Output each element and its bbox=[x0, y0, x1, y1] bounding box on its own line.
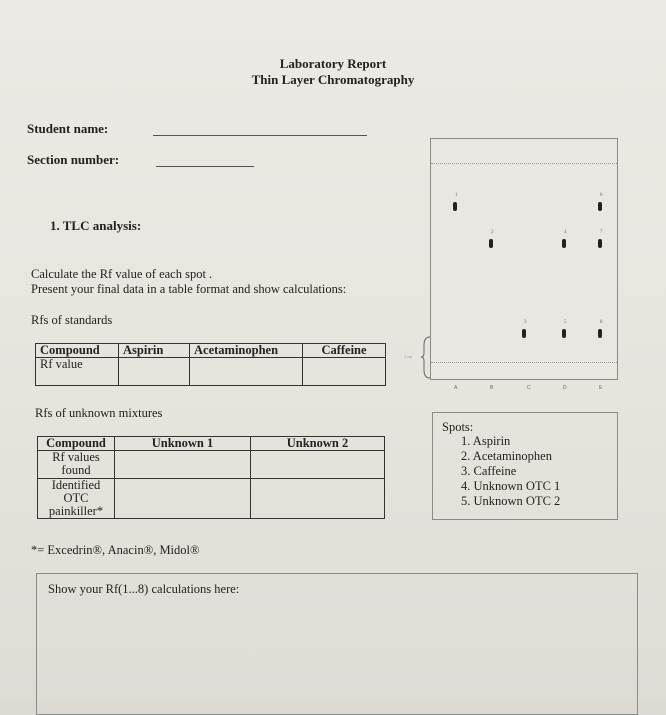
spots-item-2: 2. Acetaminophen bbox=[461, 449, 552, 463]
tlc-spot bbox=[489, 239, 493, 248]
unknown-header-1: Unknown 1 bbox=[115, 437, 251, 451]
instruction-line-1: Calculate the Rf value of each spot . bbox=[31, 267, 213, 281]
spots-item-3: 3. Caffeine bbox=[461, 464, 517, 478]
spot-number: 7 bbox=[600, 230, 603, 235]
unknown1-otc-cell[interactable] bbox=[115, 479, 251, 519]
standards-header-acetaminophen: Acetaminophen bbox=[190, 344, 303, 358]
tlc-spot bbox=[453, 202, 457, 211]
tlc-spot bbox=[598, 239, 602, 248]
unknown-otc-label: Identified OTC painkiller* bbox=[38, 479, 115, 519]
origin-line bbox=[431, 362, 617, 363]
tlc-spot bbox=[598, 202, 602, 211]
report-subtitle: Thin Layer Chromatography bbox=[251, 72, 415, 87]
section-number-label: Section number: bbox=[27, 152, 120, 167]
spots-legend bbox=[432, 412, 618, 520]
lane-label: A bbox=[454, 385, 458, 391]
student-name-field[interactable] bbox=[153, 135, 367, 136]
spots-item-5: 5. Unknown OTC 2 bbox=[461, 494, 561, 508]
spots-item-4: 4. Unknown OTC 1 bbox=[461, 479, 561, 493]
calculations-label: Show your Rf(1...8) calculations here: bbox=[48, 582, 240, 596]
spots-title: Spots: bbox=[442, 420, 474, 434]
spot-number: 1 bbox=[455, 193, 458, 198]
section-number-field[interactable] bbox=[156, 166, 254, 167]
standards-table bbox=[35, 343, 386, 386]
spot-number: 8 bbox=[600, 320, 603, 325]
unknown-header-2: Unknown 2 bbox=[251, 437, 385, 451]
spot-number: 3 bbox=[524, 320, 527, 325]
solvent-front-line bbox=[431, 163, 617, 164]
tlc-spot bbox=[598, 329, 602, 338]
standards-heading: Rfs of standards bbox=[31, 313, 113, 327]
spot-number: 6 bbox=[600, 193, 603, 198]
spot-number: 5 bbox=[564, 320, 567, 325]
spot-number: 4 bbox=[564, 230, 567, 235]
tlc-spot bbox=[522, 329, 526, 338]
unknown2-rf-cell[interactable] bbox=[251, 451, 385, 479]
standards-cell-aspirin[interactable] bbox=[119, 358, 190, 386]
tlc-plate bbox=[430, 138, 618, 391]
spots-item-1: 1. Aspirin bbox=[461, 434, 511, 448]
lane-label: D bbox=[563, 385, 567, 391]
lane-label: B bbox=[490, 385, 494, 391]
unknown1-rf-cell[interactable] bbox=[115, 451, 251, 479]
unknown-rf-label: Rf values found bbox=[38, 451, 115, 479]
calculations-box[interactable] bbox=[36, 573, 638, 715]
standards-header-compound: Compound bbox=[36, 344, 119, 358]
standards-rf-label: Rf value bbox=[36, 358, 119, 386]
bracket-label: 1 cm bbox=[404, 354, 412, 359]
unknown2-otc-cell[interactable] bbox=[251, 479, 385, 519]
unknown-header-compound: Compound bbox=[38, 437, 115, 451]
standards-header-aspirin: Aspirin bbox=[119, 344, 190, 358]
tlc-spot bbox=[562, 329, 566, 338]
standards-cell-caffeine[interactable] bbox=[303, 358, 386, 386]
lane-label: E bbox=[599, 385, 603, 391]
standards-header-caffeine: Caffeine bbox=[303, 344, 386, 358]
student-name-label: Student name: bbox=[27, 121, 109, 136]
footnote: *= Excedrin®, Anacin®, Midol® bbox=[31, 543, 200, 557]
tlc-analysis-heading: 1. TLC analysis: bbox=[50, 218, 142, 233]
instruction-line-2: Present your final data in a table format and show calculations: bbox=[31, 282, 347, 296]
unknown-heading: Rfs of unknown mixtures bbox=[35, 406, 163, 420]
spot-number: 2 bbox=[491, 230, 494, 235]
lane-label: C bbox=[527, 385, 531, 391]
report-title: Laboratory Report bbox=[279, 56, 387, 71]
tlc-spot bbox=[562, 239, 566, 248]
unknown-table bbox=[37, 436, 385, 519]
standards-cell-acetaminophen[interactable] bbox=[190, 358, 303, 386]
bracket-icon bbox=[420, 335, 432, 380]
